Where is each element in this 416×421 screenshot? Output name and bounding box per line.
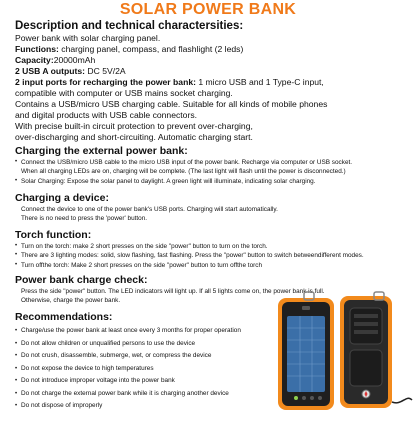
description-heading: Description and technical charactersities: (15, 20, 244, 32)
charging-device-heading: Charging a device: (15, 192, 109, 204)
list-item: • Do not crush, disassemble, submerge, wet, or compress the device (15, 350, 246, 363)
list-item: • Solar Charging: Expose the solar panel to daylight. A green light will illuminate, indicating solar charging. (15, 177, 316, 185)
bullet-icon: • (15, 390, 18, 397)
power-bank-front (278, 292, 334, 410)
list-item: • Turn on the torch: make 2 short presses on the side "power" button to turn on the torch. (15, 243, 268, 250)
functions-label: Functions: (15, 44, 59, 54)
power-bank-back (340, 292, 392, 408)
charge-check-heading: Power bank charge check: (15, 274, 148, 286)
list-item: • Connect the USB/micro USB cable to the micro USB input of the power bank. Recharge via computer or USB socket. (15, 159, 353, 166)
usb-output-value: DC 5V/2A (85, 66, 126, 76)
torch-heading: Torch function: (15, 229, 92, 241)
list-item: Press the side "power" button. The LED indicators will light up. If all 5 lights come on, the power bank is full. (21, 288, 325, 295)
input-ports-line-2: compatible with computer or USB mains socket charging. (15, 88, 233, 98)
cable-icon (392, 398, 412, 403)
bullet-icon: • (15, 365, 18, 372)
capacity-line (15, 55, 410, 66)
protection-line-1: With precise built-in circuit protection to prevent over-charging, (15, 121, 253, 131)
power-bank-image (256, 290, 416, 416)
list-item: • Do not expose the device to high temperatures (15, 363, 246, 376)
cable-line-1: Contains a USB/micro USB charging cable. Suitable for all kinds of mobile phones (15, 99, 328, 109)
capacity-label: Capacity: (15, 55, 54, 65)
charging-device-list (15, 205, 410, 224)
capacity-value: 20000mAh (53, 55, 96, 65)
recommendations-list (15, 325, 246, 413)
functions-value: charging panel, compass, and flashlight (2 leds) (58, 44, 244, 54)
list-item: • Turn offthe torch: Make 2 short presses on the side "power" button to turn offthe torch (15, 261, 263, 269)
charging-external-list (15, 158, 410, 186)
bullet-icon: • (15, 177, 18, 184)
protection-line-2: over-discharging and short-circuiting. Automatic charging start. (15, 132, 253, 142)
cable-line-2: and digital products with USB cable connectors. (15, 110, 198, 120)
usb-output-line (15, 66, 410, 77)
list-item: • There are 3 lighting modes: solid, slow flashing, fast flashing. Press the "power" button to switch betweendifferent modes. (15, 252, 364, 260)
list-item: • Do not introduce improper voltage into the power bank (15, 375, 246, 388)
solar-panel (287, 316, 325, 392)
power-bank-illustration (256, 290, 416, 416)
functions-line (15, 44, 410, 55)
bullet-icon: • (15, 243, 18, 249)
bullet-icon: • (15, 378, 18, 384)
list-item: • Do not charge the external power bank while it is charging another device (15, 388, 246, 401)
recommendations-heading: Recommendations: (15, 311, 113, 323)
input-ports-value: 1 micro USB and 1 Type-C input, (195, 77, 324, 87)
bullet-icon: • (15, 159, 18, 165)
bullet-icon: • (15, 261, 18, 268)
list-item: • Do not allow children or unqualified persons to use the device (15, 338, 246, 351)
list-item: Connect the device to one of the power bank's USB ports. Charging will start automatically. (21, 206, 278, 213)
bullet-icon: • (15, 403, 18, 409)
bullet-icon: • (15, 353, 18, 359)
list-item: There is no need to press the 'power' button. (21, 215, 148, 223)
input-ports-line (15, 77, 410, 88)
input-ports-label: 2 input ports for recharging the power bank: (15, 77, 196, 87)
list-item: • Charge/use the power bank at least once every 3 months for proper operation (15, 325, 246, 338)
usb-output-label: 2 USB A outputs: (15, 66, 86, 76)
intro-text: Power bank with solar charging panel. (15, 33, 161, 43)
bullet-icon: • (15, 252, 18, 259)
charging-external-heading: Charging the external power bank: (15, 145, 188, 157)
bullet-icon: • (15, 328, 18, 334)
page-title: SOLAR POWER BANK (119, 1, 297, 18)
list-item: When all charging LEDs are on, charging will be complete. (The last light will flash until the power is disconnected.) (21, 168, 346, 176)
list-item: • Do not dispose of improperly (15, 400, 246, 413)
list-item: Otherwise, charge the power bank. (21, 297, 121, 305)
bullet-icon: • (15, 340, 18, 347)
torch-list (15, 242, 410, 270)
